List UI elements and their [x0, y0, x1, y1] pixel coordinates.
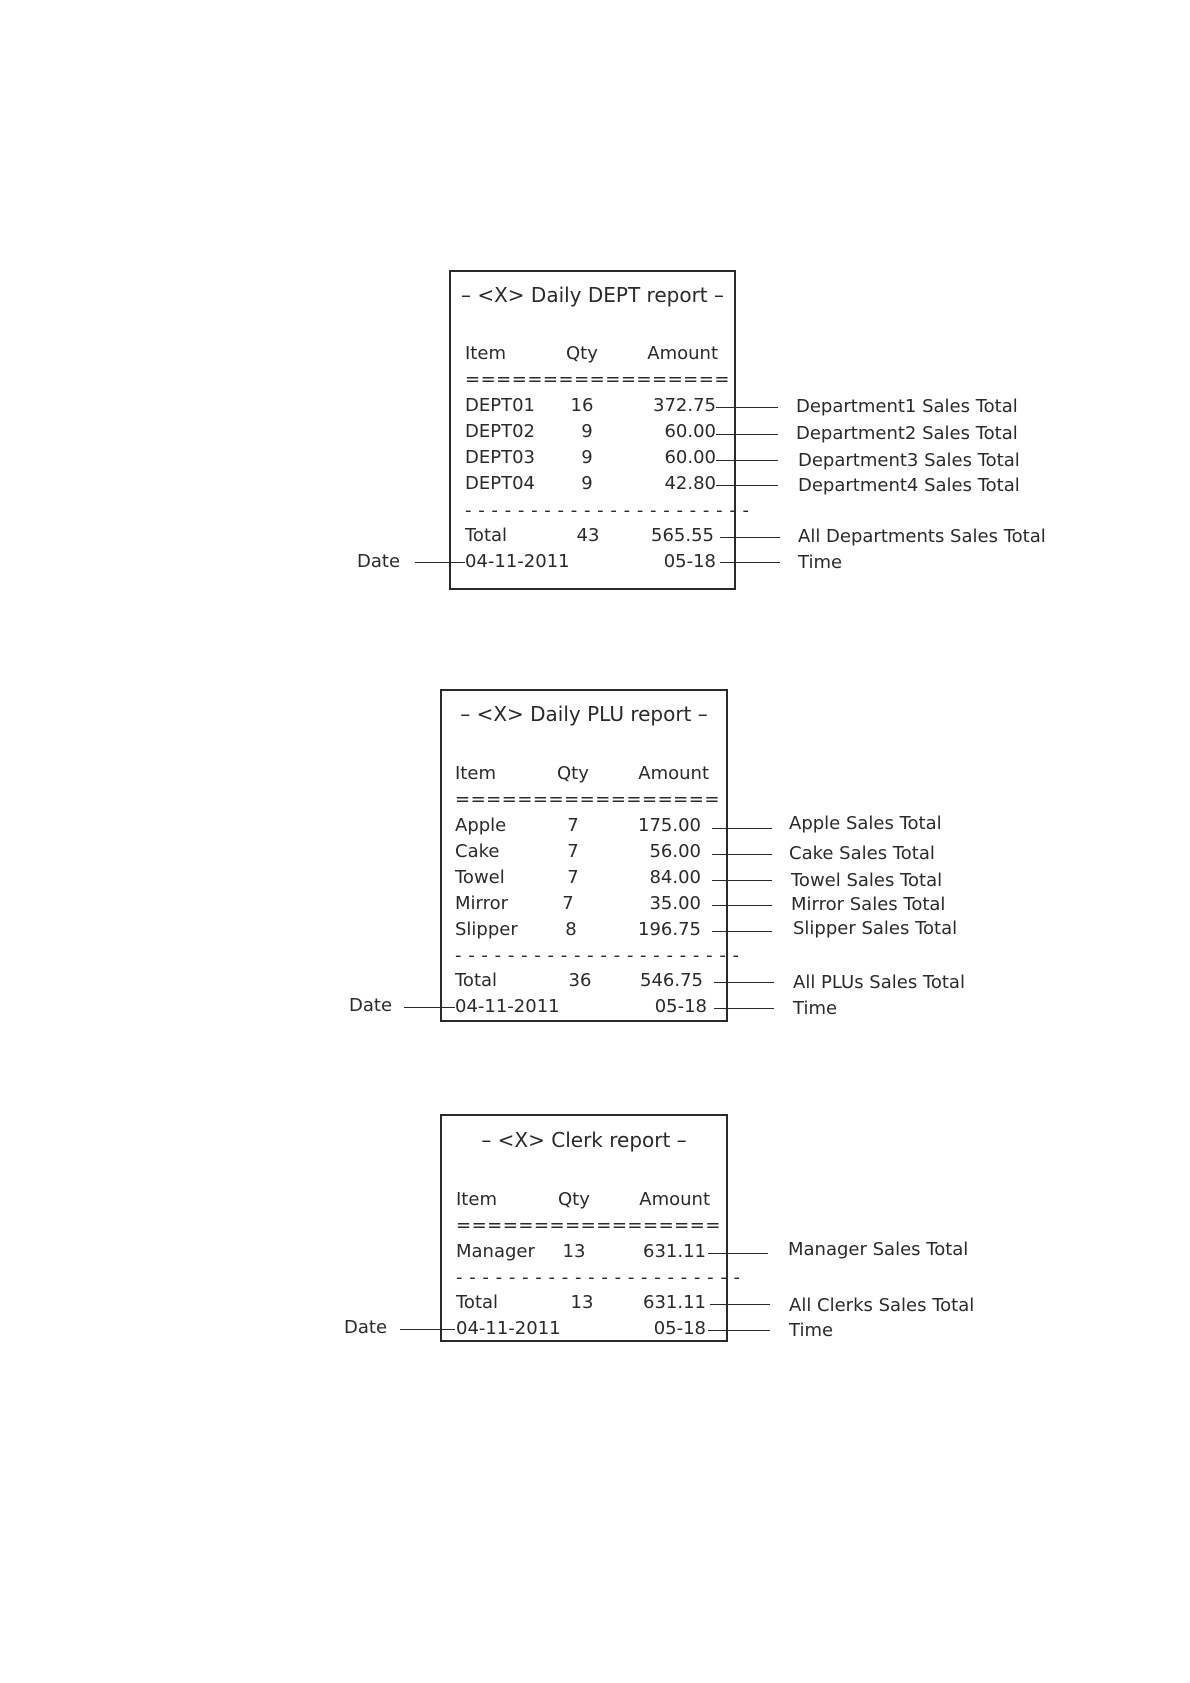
plu-callout-label: Apple Sales Total — [789, 813, 942, 834]
plu-row-item: Cake — [455, 841, 500, 862]
dept-date-value: 04-11-2011 — [465, 551, 570, 572]
dept-row-qty: 16 — [570, 395, 594, 416]
dept-header-qty: Qty — [566, 343, 598, 364]
clerk-callout-line — [400, 1329, 455, 1330]
dept-row-qty: 9 — [581, 447, 593, 468]
plu-row-item: Slipper — [455, 919, 518, 940]
plu-row-item: Apple — [455, 815, 507, 836]
clerk-total-qty: 13 — [570, 1292, 594, 1313]
dept-single-rule: - - - - - - - - - - - - - - - - - - - - - - — [465, 500, 750, 521]
plu-row-amount: 175.00 — [638, 815, 701, 836]
dept-callout-line — [716, 434, 778, 435]
plu-single-rule: - - - - - - - - - - - - - - - - - - - - - - — [455, 945, 740, 966]
dept-callout-line — [716, 485, 778, 486]
plu-callout-line — [714, 982, 774, 983]
clerk-date-value: 04-11-2011 — [456, 1318, 561, 1339]
dept-time-label: Time — [798, 552, 843, 573]
clerk-report-title: – <X> Clerk report – — [481, 1128, 687, 1152]
dept-total-label: Total — [465, 525, 508, 546]
dept-callout-label: Department2 Sales Total — [796, 423, 1018, 444]
plu-callout-line — [714, 1008, 774, 1009]
clerk-header-qty: Qty — [558, 1189, 590, 1210]
plu-time-value: 05-18 — [654, 996, 707, 1017]
dept-callout-line — [716, 407, 778, 408]
plu-date-label: Date — [349, 995, 393, 1016]
plu-row-item: Mirror — [455, 893, 509, 914]
clerk-row-amount: 631.11 — [643, 1241, 706, 1262]
plu-total-amount: 546.75 — [640, 970, 703, 991]
dept-callout-label: Department3 Sales Total — [798, 450, 1020, 471]
plu-callout-label: Slipper Sales Total — [793, 918, 958, 939]
plu-header-item: Item — [455, 763, 496, 784]
plu-date-value: 04-11-2011 — [455, 996, 560, 1017]
dept-callout-label: Department1 Sales Total — [796, 396, 1018, 417]
dept-report-title: – <X> Daily DEPT report – — [460, 283, 724, 307]
plu-row-qty: 7 — [567, 841, 579, 862]
plu-row-amount: 56.00 — [649, 841, 701, 862]
dept-header-item: Item — [465, 343, 506, 364]
plu-row-qty: 7 — [567, 815, 579, 836]
plu-row-qty: 7 — [567, 867, 579, 888]
plu-callout-label: Cake Sales Total — [789, 843, 935, 864]
clerk-callout-label: All Clerks Sales Total — [789, 1295, 975, 1316]
plu-row-qty: 8 — [565, 919, 577, 940]
plu-row-amount: 35.00 — [649, 893, 701, 914]
dept-double-rule: ================= — [465, 369, 730, 390]
clerk-date-label: Date — [344, 1317, 388, 1338]
plu-callout-label: Mirror Sales Total — [791, 894, 946, 915]
plu-row-qty: 7 — [562, 893, 574, 914]
plu-callout-line — [404, 1007, 455, 1008]
clerk-row-qty: 13 — [562, 1241, 586, 1262]
dept-callout-label: Department4 Sales Total — [798, 475, 1020, 496]
clerk-double-rule: ================= — [456, 1215, 721, 1236]
dept-row-amount: 42.80 — [664, 473, 716, 494]
clerk-total-label: Total — [456, 1292, 499, 1313]
plu-callout-label: All PLUs Sales Total — [793, 972, 965, 993]
clerk-callout-line — [708, 1330, 770, 1331]
clerk-header-item: Item — [456, 1189, 497, 1210]
clerk-row-item: Manager — [456, 1241, 535, 1262]
dept-total-qty: 43 — [576, 525, 600, 546]
dept-date-label: Date — [357, 551, 401, 572]
clerk-total-amount: 631.11 — [643, 1292, 706, 1313]
clerk-single-rule: - - - - - - - - - - - - - - - - - - - - - - — [456, 1267, 741, 1288]
dept-callout-line — [415, 562, 465, 563]
dept-row-item: DEPT04 — [465, 473, 535, 494]
plu-header-qty: Qty — [557, 763, 589, 784]
dept-row-amount: 60.00 — [664, 447, 716, 468]
plu-callout-label: Towel Sales Total — [791, 870, 943, 891]
dept-time-value: 05-18 — [663, 551, 716, 572]
plu-report-title: – <X> Daily PLU report – — [460, 702, 708, 726]
clerk-header-amount: Amount — [639, 1189, 710, 1210]
plu-total-qty: 36 — [568, 970, 592, 991]
plu-callout-line — [712, 931, 772, 932]
dept-callout-line — [720, 537, 780, 538]
plu-row-item: Towel — [455, 867, 505, 888]
clerk-time-value: 05-18 — [653, 1318, 706, 1339]
plu-total-label: Total — [455, 970, 498, 991]
clerk-time-label: Time — [789, 1320, 834, 1341]
clerk-callout-label: Manager Sales Total — [788, 1239, 969, 1260]
plu-callout-line — [712, 905, 772, 906]
dept-header-amount: Amount — [647, 343, 718, 364]
dept-row-item: DEPT02 — [465, 421, 535, 442]
dept-callout-label: All Departments Sales Total — [798, 526, 1046, 547]
plu-double-rule: ================= — [455, 789, 720, 810]
clerk-callout-line — [708, 1253, 768, 1254]
plu-row-amount: 84.00 — [649, 867, 701, 888]
dept-row-amount: 372.75 — [653, 395, 716, 416]
dept-row-amount: 60.00 — [664, 421, 716, 442]
plu-time-label: Time — [793, 998, 838, 1019]
clerk-callout-line — [710, 1304, 770, 1305]
dept-row-item: DEPT03 — [465, 447, 535, 468]
plu-callout-line — [712, 880, 772, 881]
plu-callout-line — [712, 854, 772, 855]
dept-row-qty: 9 — [581, 421, 593, 442]
dept-callout-line — [720, 562, 780, 563]
dept-callout-line — [716, 460, 778, 461]
dept-row-item: DEPT01 — [465, 395, 535, 416]
plu-header-amount: Amount — [638, 763, 709, 784]
plu-callout-line — [712, 828, 772, 829]
dept-total-amount: 565.55 — [651, 525, 714, 546]
dept-row-qty: 9 — [581, 473, 593, 494]
plu-row-amount: 196.75 — [638, 919, 701, 940]
